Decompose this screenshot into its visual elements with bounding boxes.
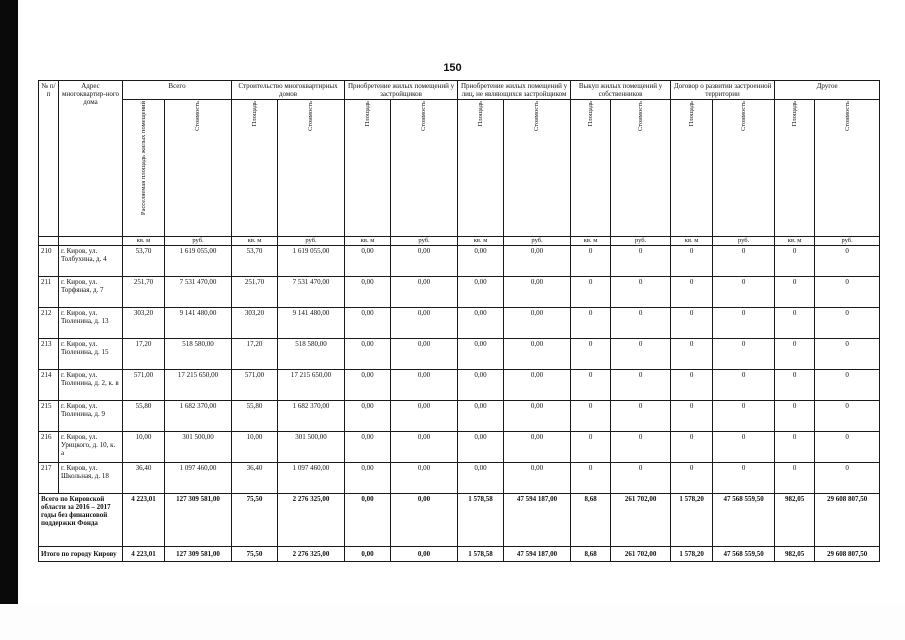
header-group-buyout: Выкуп жилых помещений у собственников bbox=[571, 81, 671, 100]
row-value: 0,00 bbox=[391, 432, 458, 463]
row-value: 0,00 bbox=[458, 308, 504, 339]
total-region-row-value: 982,05 bbox=[775, 494, 815, 547]
header-sub-10 bbox=[671, 100, 713, 237]
scan-dark-edge bbox=[0, 0, 18, 640]
row-value: 0,00 bbox=[345, 308, 391, 339]
row-number: 213 bbox=[39, 339, 59, 370]
row-value: 0 bbox=[671, 277, 713, 308]
table-row bbox=[39, 246, 880, 277]
header-sub-label: Площадь bbox=[688, 101, 695, 127]
row-value: 0 bbox=[671, 246, 713, 277]
table-row bbox=[39, 339, 880, 370]
row-value: 1 619 055,00 bbox=[278, 246, 345, 277]
row-value: 0 bbox=[571, 463, 611, 494]
row-value: 0,00 bbox=[391, 370, 458, 401]
header-sub-1 bbox=[165, 100, 232, 237]
row-value: 0 bbox=[713, 246, 775, 277]
total-region-row-value: 0,00 bbox=[391, 494, 458, 547]
row-number: 216 bbox=[39, 432, 59, 463]
table-row bbox=[39, 277, 880, 308]
total-city-row-value: 261 702,00 bbox=[611, 547, 671, 562]
row-value: 1 097 460,00 bbox=[278, 463, 345, 494]
row-value: 0 bbox=[815, 463, 880, 494]
header-sub-label: Стоимость bbox=[843, 101, 851, 132]
header-group-purchase-developers: Приобретение жилых помещений у застройщиков bbox=[345, 81, 458, 100]
row-address: г. Киров, ул. Толбухина, д. 4 bbox=[59, 246, 123, 277]
row-value: 0 bbox=[815, 432, 880, 463]
header-sub-label: Площадь bbox=[586, 101, 594, 127]
row-value: 0 bbox=[571, 432, 611, 463]
unit-cell: руб. bbox=[713, 237, 775, 246]
row-value: 0 bbox=[815, 308, 880, 339]
row-value: 0,00 bbox=[504, 246, 571, 277]
total-city-row-value: 2 276 325,00 bbox=[278, 547, 345, 562]
unit-cell: кв. м bbox=[123, 237, 165, 246]
row-value: 0,00 bbox=[458, 277, 504, 308]
row-value: 0 bbox=[713, 463, 775, 494]
header-sub-label: Стоимость bbox=[420, 101, 428, 132]
header-sub-label: Площадь bbox=[363, 101, 371, 127]
header-sub-3 bbox=[278, 100, 345, 237]
row-value: 53,70 bbox=[123, 246, 165, 277]
row-value: 0 bbox=[775, 246, 815, 277]
row-value: 0 bbox=[815, 401, 880, 432]
header-sub-7 bbox=[504, 100, 571, 237]
row-value: 0 bbox=[671, 308, 713, 339]
row-value: 1 682 370,00 bbox=[278, 401, 345, 432]
total-region-row-value: 1 578,58 bbox=[458, 494, 504, 547]
table-row bbox=[39, 463, 880, 494]
row-address: г. Киров, ул. Тюленина, д. 9 bbox=[59, 401, 123, 432]
total-region-row-value: 1 578,20 bbox=[671, 494, 713, 547]
unit-cell: руб. bbox=[165, 237, 232, 246]
header-sub-0 bbox=[123, 100, 165, 237]
row-value: 571,00 bbox=[123, 370, 165, 401]
row-value: 0 bbox=[713, 277, 775, 308]
row-number: 211 bbox=[39, 277, 59, 308]
total-city-row-value: 8,68 bbox=[571, 547, 611, 562]
row-value: 571,00 bbox=[232, 370, 278, 401]
total-region-row-value: 47 568 559,50 bbox=[713, 494, 775, 547]
header-sub-13 bbox=[815, 100, 880, 237]
header-units-row bbox=[39, 237, 880, 246]
header-group-row bbox=[39, 81, 880, 100]
header-sub-label: Стоимость bbox=[637, 101, 644, 132]
total-region-row-value: 8,68 bbox=[571, 494, 611, 547]
row-value: 0,00 bbox=[458, 246, 504, 277]
row-value: 0,00 bbox=[345, 277, 391, 308]
header-sub-label: Стоимость bbox=[194, 101, 202, 132]
total-city-row-value: 0,00 bbox=[345, 547, 391, 562]
row-value: 0 bbox=[611, 463, 671, 494]
header-group-construction: Строительство многоквартирных домов bbox=[232, 81, 345, 100]
total-region-row-value: 29 608 807,50 bbox=[815, 494, 880, 547]
header-group-other: Другое bbox=[775, 81, 880, 100]
row-value: 0,00 bbox=[345, 401, 391, 432]
row-value: 0,00 bbox=[504, 277, 571, 308]
row-number: 214 bbox=[39, 370, 59, 401]
row-number: 210 bbox=[39, 246, 59, 277]
row-value: 0,00 bbox=[345, 339, 391, 370]
row-value: 0 bbox=[775, 401, 815, 432]
row-value: 0 bbox=[713, 308, 775, 339]
row-value: 0 bbox=[671, 370, 713, 401]
row-number: 217 bbox=[39, 463, 59, 494]
row-value: 55,80 bbox=[123, 401, 165, 432]
unit-cell: руб. bbox=[391, 237, 458, 246]
row-address: г. Киров, ул. Урицкого, д. 10, к. а bbox=[59, 432, 123, 463]
row-value: 0,00 bbox=[504, 463, 571, 494]
total-city-row-value: 0,00 bbox=[391, 547, 458, 562]
row-value: 0,00 bbox=[391, 277, 458, 308]
header-sub-label: Расселяемая площадь жилых помещений bbox=[139, 101, 147, 216]
row-value: 0,00 bbox=[391, 401, 458, 432]
row-value: 0 bbox=[671, 432, 713, 463]
unit-cell: кв. м bbox=[458, 237, 504, 246]
row-value: 0 bbox=[713, 370, 775, 401]
row-value: 0,00 bbox=[458, 463, 504, 494]
row-value: 17,20 bbox=[232, 339, 278, 370]
row-address: г. Киров, ул. Тюленина, д. 15 bbox=[59, 339, 123, 370]
row-value: 7 531 470,00 bbox=[278, 277, 345, 308]
header-sub-12 bbox=[775, 100, 815, 237]
row-value: 0 bbox=[571, 339, 611, 370]
row-value: 0,00 bbox=[345, 370, 391, 401]
header-sub-6 bbox=[458, 100, 504, 237]
total-city-row-value: 1 578,58 bbox=[458, 547, 504, 562]
row-value: 0,00 bbox=[345, 246, 391, 277]
row-value: 301 500,00 bbox=[278, 432, 345, 463]
total-region-row-value: 47 594 187,00 bbox=[504, 494, 571, 547]
unit-cell: кв. м bbox=[232, 237, 278, 246]
row-value: 10,00 bbox=[232, 432, 278, 463]
row-value: 0,00 bbox=[345, 463, 391, 494]
total-city-row bbox=[39, 547, 880, 562]
row-address: г. Киров, ул. Тюленина, д. 13 bbox=[59, 308, 123, 339]
row-value: 251,70 bbox=[232, 277, 278, 308]
row-value: 0 bbox=[611, 401, 671, 432]
total-region-row-label: Всего по Кировской области за 2016 – 2017 годы без финансовой поддержки Фонда bbox=[39, 494, 123, 547]
header-sub-4 bbox=[345, 100, 391, 237]
row-value: 9 141 480,00 bbox=[165, 308, 232, 339]
header-sub-5 bbox=[391, 100, 458, 237]
row-value: 0 bbox=[815, 277, 880, 308]
total-city-row-value: 127 309 581,00 bbox=[165, 547, 232, 562]
row-value: 9 141 480,00 bbox=[278, 308, 345, 339]
header-sub-label: Стоимость bbox=[533, 101, 541, 132]
header-group-total: Всего bbox=[123, 81, 232, 100]
row-address: г. Киров, ул. Школьная, д. 18 bbox=[59, 463, 123, 494]
row-value: 0 bbox=[815, 246, 880, 277]
row-value: 0 bbox=[775, 308, 815, 339]
header-sub-8 bbox=[571, 100, 611, 237]
row-value: 1 619 055,00 bbox=[165, 246, 232, 277]
header-sub-9 bbox=[611, 100, 671, 237]
total-city-row-value: 47 594 187,00 bbox=[504, 547, 571, 562]
row-value: 0 bbox=[611, 370, 671, 401]
row-value: 1 682 370,00 bbox=[165, 401, 232, 432]
row-value: 0 bbox=[775, 370, 815, 401]
row-value: 518 580,00 bbox=[165, 339, 232, 370]
header-sub-2 bbox=[232, 100, 278, 237]
housing-relocation-table bbox=[38, 80, 880, 562]
row-value: 0 bbox=[671, 463, 713, 494]
unit-cell: кв. м bbox=[345, 237, 391, 246]
row-value: 0 bbox=[775, 339, 815, 370]
row-value: 0 bbox=[611, 308, 671, 339]
header-group-development-contract: Договор о развитии застроенной территории bbox=[671, 81, 775, 100]
row-value: 0 bbox=[713, 339, 775, 370]
header-sub-label: Стоимость bbox=[307, 101, 315, 132]
row-value: 0,00 bbox=[504, 308, 571, 339]
page-bottom-margin bbox=[0, 604, 905, 640]
total-region-row-value: 75,50 bbox=[232, 494, 278, 547]
row-value: 0 bbox=[571, 246, 611, 277]
row-value: 0 bbox=[571, 401, 611, 432]
total-city-row-label: Итого по городу Кирову bbox=[39, 547, 123, 562]
unit-cell: руб. bbox=[611, 237, 671, 246]
row-value: 0 bbox=[611, 277, 671, 308]
table-row bbox=[39, 432, 880, 463]
row-value: 0,00 bbox=[504, 432, 571, 463]
total-city-row-value: 982,05 bbox=[775, 547, 815, 562]
total-city-row-value: 1 578,20 bbox=[671, 547, 713, 562]
row-value: 7 531 470,00 bbox=[165, 277, 232, 308]
row-number: 215 bbox=[39, 401, 59, 432]
row-value: 0,00 bbox=[504, 370, 571, 401]
total-region-row-value: 261 702,00 bbox=[611, 494, 671, 547]
row-value: 17 215 650,00 bbox=[278, 370, 345, 401]
row-value: 0,00 bbox=[391, 246, 458, 277]
header-sub-11 bbox=[713, 100, 775, 237]
total-region-row-value: 2 276 325,00 bbox=[278, 494, 345, 547]
header-sub-label: Площадь bbox=[476, 101, 484, 127]
table-row bbox=[39, 370, 880, 401]
unit-cell: руб. bbox=[504, 237, 571, 246]
row-value: 55,80 bbox=[232, 401, 278, 432]
row-value: 0,00 bbox=[345, 432, 391, 463]
row-number: 212 bbox=[39, 308, 59, 339]
unit-cell: руб. bbox=[815, 237, 880, 246]
header-sub-label: Площадь bbox=[791, 101, 799, 127]
total-city-row-value: 47 568 559,50 bbox=[713, 547, 775, 562]
row-value: 36,40 bbox=[123, 463, 165, 494]
row-value: 0,00 bbox=[504, 339, 571, 370]
unit-cell: кв. м bbox=[775, 237, 815, 246]
unit-cell: руб. bbox=[278, 237, 345, 246]
row-value: 0,00 bbox=[504, 401, 571, 432]
row-value: 17,20 bbox=[123, 339, 165, 370]
total-region-row-value: 0,00 bbox=[345, 494, 391, 547]
row-value: 10,00 bbox=[123, 432, 165, 463]
row-value: 0 bbox=[713, 432, 775, 463]
row-value: 0,00 bbox=[458, 339, 504, 370]
row-value: 36,40 bbox=[232, 463, 278, 494]
row-value: 0 bbox=[611, 432, 671, 463]
row-value: 0 bbox=[775, 432, 815, 463]
total-city-row-value: 4 223,01 bbox=[123, 547, 165, 562]
row-value: 0 bbox=[775, 277, 815, 308]
table-row bbox=[39, 308, 880, 339]
row-value: 0,00 bbox=[458, 401, 504, 432]
total-region-row bbox=[39, 494, 880, 547]
header-group-purchase-non-developers: Приобретение жилых помещений у лиц, не являющихся застройщиком bbox=[458, 81, 571, 100]
row-value: 0 bbox=[713, 401, 775, 432]
header-row-number: № п/п bbox=[39, 81, 59, 237]
row-address: г. Киров, ул. Тюленина, д. 2, к. в bbox=[59, 370, 123, 401]
row-value: 518 580,00 bbox=[278, 339, 345, 370]
total-city-row-value: 29 608 807,50 bbox=[815, 547, 880, 562]
header-sub-label: Площадь bbox=[250, 101, 258, 127]
total-city-row-value: 75,50 bbox=[232, 547, 278, 562]
unit-cell: кв. м bbox=[671, 237, 713, 246]
row-value: 1 097 460,00 bbox=[165, 463, 232, 494]
row-value: 0 bbox=[571, 370, 611, 401]
row-value: 0,00 bbox=[458, 432, 504, 463]
row-value: 303,20 bbox=[123, 308, 165, 339]
row-value: 0,00 bbox=[391, 339, 458, 370]
total-region-row-value: 127 309 581,00 bbox=[165, 494, 232, 547]
page-number: 150 bbox=[443, 62, 462, 74]
row-value: 0 bbox=[815, 339, 880, 370]
row-value: 0 bbox=[611, 246, 671, 277]
row-value: 0,00 bbox=[391, 308, 458, 339]
row-value: 251,70 bbox=[123, 277, 165, 308]
row-value: 17 215 650,00 bbox=[165, 370, 232, 401]
row-value: 0 bbox=[775, 463, 815, 494]
header-sub-label: Стоимость bbox=[740, 101, 748, 132]
row-value: 0 bbox=[611, 339, 671, 370]
row-value: 0 bbox=[815, 370, 880, 401]
row-value: 0,00 bbox=[458, 370, 504, 401]
unit-cell: кв. м bbox=[571, 237, 611, 246]
total-region-row-value: 4 223,01 bbox=[123, 494, 165, 547]
row-value: 53,70 bbox=[232, 246, 278, 277]
row-address: г. Киров, ул. Торфяная, д. 7 bbox=[59, 277, 123, 308]
header-sub-row bbox=[39, 100, 880, 237]
row-value: 0,00 bbox=[391, 463, 458, 494]
table-row bbox=[39, 401, 880, 432]
row-value: 0 bbox=[571, 308, 611, 339]
row-value: 0 bbox=[671, 339, 713, 370]
header-address: Адрес многоквартир-ного дома bbox=[59, 81, 123, 237]
row-value: 301 500,00 bbox=[165, 432, 232, 463]
row-value: 303,20 bbox=[232, 308, 278, 339]
row-value: 0 bbox=[571, 277, 611, 308]
row-value: 0 bbox=[671, 401, 713, 432]
